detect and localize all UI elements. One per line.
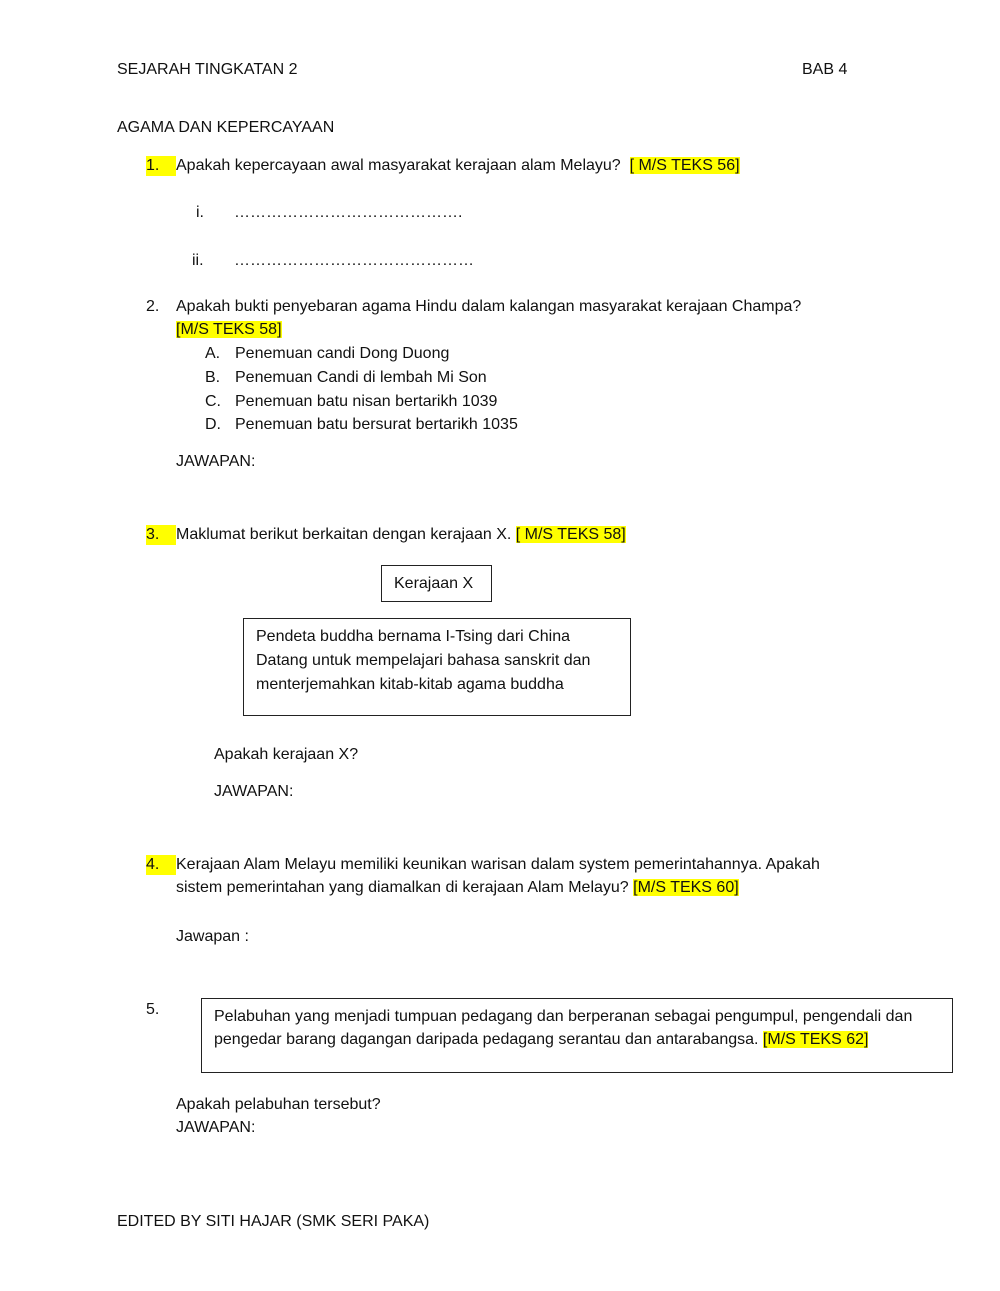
pelabuhan-info-box: [201, 998, 953, 1073]
q1-number: 1.: [146, 156, 176, 176]
q1-answer-ii-blank: ………………………………………: [234, 252, 474, 269]
q3-number: 3.: [146, 525, 176, 545]
pelabuhan-info-line-2: pengedar barang dagangan daripada pedagang serantau dan antarabangsa.: [214, 1031, 759, 1048]
q3-answer-label: JAWAPAN:: [214, 783, 294, 800]
q5-number: 5.: [146, 1001, 160, 1018]
q4-line-1: Kerajaan Alam Melayu memiliki keunikan warisan dalam system pemerintahannya. Apakah: [176, 856, 820, 873]
kerajaan-x-info-box: [243, 618, 631, 716]
q2-option-d-letter: D.: [205, 416, 221, 433]
kerajaan-x-title: Kerajaan X: [394, 575, 474, 592]
pelabuhan-info-line-1: Pelabuhan yang menjadi tumpuan pedagang dan berperanan sebagai pengumpul, pengendali dan: [214, 1008, 913, 1025]
q2-option-c-letter: C.: [205, 393, 221, 410]
q2-option-c-text: Penemuan batu nisan bertarikh 1039: [235, 393, 498, 410]
q5-ref: [M/S TEKS 62]: [762, 1031, 869, 1048]
q4-line-2: sistem pemerintahan yang diamalkan di kerajaan Alam Melayu?: [176, 879, 629, 896]
q4-ref: [M/S TEKS 60]: [633, 879, 739, 896]
q2-number: 2.: [146, 298, 160, 315]
q2-option-a-text: Penemuan candi Dong Duong: [235, 345, 450, 362]
q2-option-a-letter: A.: [205, 345, 221, 362]
q2-text: Apakah bukti penyebaran agama Hindu dalam kalangan masyarakat kerajaan Champa?: [176, 298, 802, 315]
q3-text: Maklumat berikut berkaitan dengan kerajaan X.: [176, 526, 512, 543]
q1-answer-i-blank: …………………………………….: [234, 204, 463, 221]
q1-ref: [ M/S TEKS 56]: [629, 157, 740, 174]
kerajaan-x-title-box: [381, 565, 492, 602]
q1-text: Apakah kepercayaan awal masyarakat kerajaan alam Melayu?: [176, 157, 621, 174]
header-left: SEJARAH TINGKATAN 2: [117, 61, 298, 78]
pelabuhan-info-line-2-wrap: [214, 1030, 868, 1050]
section-title: AGAMA DAN KEPERCAYAAN: [117, 119, 335, 136]
question-1: [146, 156, 740, 176]
q2-ref: [M/S TEKS 58]: [176, 321, 282, 338]
header-right: BAB 4: [802, 61, 848, 78]
q1-answer-i-label: i.: [196, 204, 204, 221]
q2-answer-label: JAWAPAN:: [176, 453, 256, 470]
q1-answer-ii-label: ii.: [192, 252, 204, 269]
q4-answer-label: Jawapan :: [176, 928, 249, 945]
question-3: [146, 525, 626, 545]
q2-option-b-letter: B.: [205, 369, 221, 386]
q5-question: Apakah pelabuhan tersebut?: [176, 1096, 381, 1113]
q2-ref-line: [176, 320, 282, 340]
question-4-line-1: [146, 855, 820, 875]
q3-ref: [ M/S TEKS 58]: [515, 526, 626, 543]
kerajaan-x-info-line-2: Datang untuk mempelajari bahasa sanskrit dan: [256, 652, 591, 669]
q5-answer-label: JAWAPAN:: [176, 1119, 256, 1136]
q4-number: 4.: [146, 855, 176, 875]
q2-option-b-text: Penemuan Candi di lembah Mi Son: [235, 369, 487, 386]
footer-credit: EDITED BY SITI HAJAR (SMK SERI PAKA): [117, 1213, 430, 1230]
q3-question: Apakah kerajaan X?: [214, 746, 359, 763]
question-4-line-2: [176, 878, 739, 898]
kerajaan-x-info-line-1: Pendeta buddha bernama I-Tsing dari China: [256, 628, 570, 645]
kerajaan-x-info-line-3: menterjemahkan kitab-kitab agama buddha: [256, 676, 564, 693]
q2-option-d-text: Penemuan batu bersurat bertarikh 1035: [235, 416, 518, 433]
